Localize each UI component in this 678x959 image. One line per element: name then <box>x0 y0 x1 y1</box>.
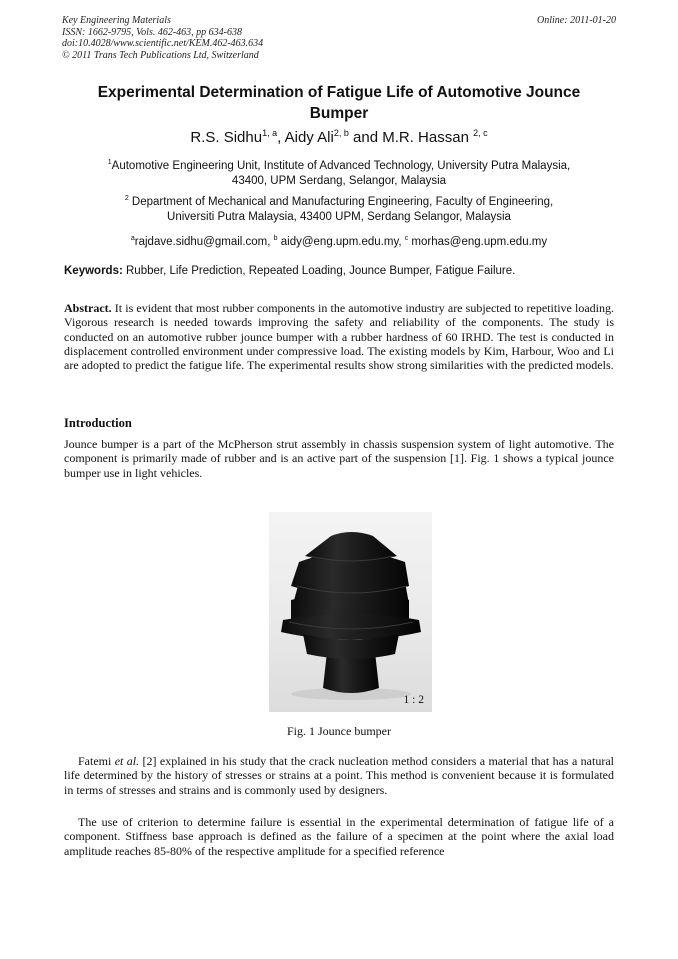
affiliation-line: Universiti Putra Malaysia, 43400 UPM, Serdang Selangor, Malaysia <box>167 211 511 223</box>
paragraph-text: [2] explained in his study that the crack nucleation method considers a material that has a natural life determined by the history of stresses or strains at a point. This method is convenient because it is formulated in terms of stresses and strains and is commonly used by designers. <box>64 754 614 797</box>
issn-line: ISSN: 1662-9795, Vols. 462-463, pp 634-638 <box>62 26 242 38</box>
abstract-label: Abstract. <box>64 301 112 315</box>
abstract-text: It is evident that most rubber components in the automotive industry are subjected to repetitive loading. Vigorous research is needed towards improving the safety and reliability of the components. The study is conducted on an automotive rubber jounce bumper with a rubber hardness of 60 IRHD. The test is conducted in displacement controlled environment under compressive load. The existing models by Kim, Harbour, Woo and Li are adopted to predict the fatigue life. The experimental results show strong similarities with the predicted models. <box>64 301 614 373</box>
affiliation-sup: 1 <box>107 159 112 166</box>
fatemi-paragraph <box>64 754 614 797</box>
email-address: rajdave.sidhu@gmail.com, <box>134 236 274 248</box>
affiliation-sup: 2 <box>124 195 129 202</box>
jounce-bumper-photo <box>269 512 432 712</box>
email-line <box>60 231 618 250</box>
affiliation-2 <box>60 191 618 225</box>
abstract <box>64 301 614 372</box>
email-address: aidy@eng.upm.edu.my, <box>277 236 405 248</box>
keywords-line <box>64 265 616 277</box>
online-date: Online: 2011-01-20 <box>537 15 616 26</box>
jounce-bumper-image <box>269 512 432 712</box>
author-separator: and <box>348 129 383 146</box>
affiliation-line: Department of Mechanical and Manufacturing Engineering, Faculty of Engineering, <box>128 196 554 208</box>
email-sup: a <box>130 235 135 242</box>
paragraph-text: Fatemi <box>78 754 115 768</box>
journal-meta <box>62 15 263 61</box>
paper-title: Experimental Determination of Fatigue Life of Automotive Jounce Bumper <box>97 84 581 122</box>
author-name: R.S. Sidhu <box>190 129 263 146</box>
author-separator: , <box>277 129 285 146</box>
author-sup: 2, b <box>333 128 349 138</box>
scale-label: 1 : 2 <box>403 694 424 706</box>
email-sup: c <box>404 235 409 242</box>
email-address: morhas@eng.upm.edu.my <box>408 236 548 248</box>
author-name: M.R. Hassan <box>382 129 469 146</box>
affiliation-1 <box>60 155 618 189</box>
copyright-line: © 2011 Trans Tech Publications Ltd, Switzerland <box>62 49 259 61</box>
keywords-text: Rubber, Life Prediction, Repeated Loading, Jounce Bumper, Fatigue Failure. <box>122 265 516 277</box>
author-sup: 1, a <box>262 128 278 138</box>
author-list <box>0 128 678 146</box>
affiliation-line: 43400, UPM Serdang, Selangor, Malaysia <box>231 175 447 187</box>
et-al-text: et al. <box>114 754 140 768</box>
doi-line: doi:10.4028/www.scientific.net/KEM.462-463.634 <box>62 38 264 49</box>
affiliation-line: Automotive Engineering Unit, Institute of Advanced Technology, University Putra Malaysia, <box>111 160 571 172</box>
failure-criterion-paragraph: The use of criterion to determine failure is essential in the experimental determination of fatigue life of a component. Stiffness base approach is defined as the failure of a specimen at the point where the axial load amplitude reaches 85-80% of the respective amplitude for a specified reference <box>64 815 614 858</box>
journal-name: Key Engineering Materials <box>62 15 171 26</box>
intro-heading: Introduction <box>64 416 132 430</box>
intro-paragraph: Jounce bumper is a part of the McPherson strut assembly in chassis suspension system of light automotive. The component is primarily made of rubber and is an active part of the suspension [1]. Fig. 1 shows a typical jounce bumper use in light vehicles. <box>64 437 614 480</box>
figure-caption: Fig. 1 Jounce bumper <box>287 724 391 738</box>
author-sup: 2, c <box>473 128 488 138</box>
keywords-label: Keywords: <box>64 265 123 277</box>
author-name: Aidy Ali <box>284 129 334 146</box>
email-sup: b <box>273 235 278 242</box>
